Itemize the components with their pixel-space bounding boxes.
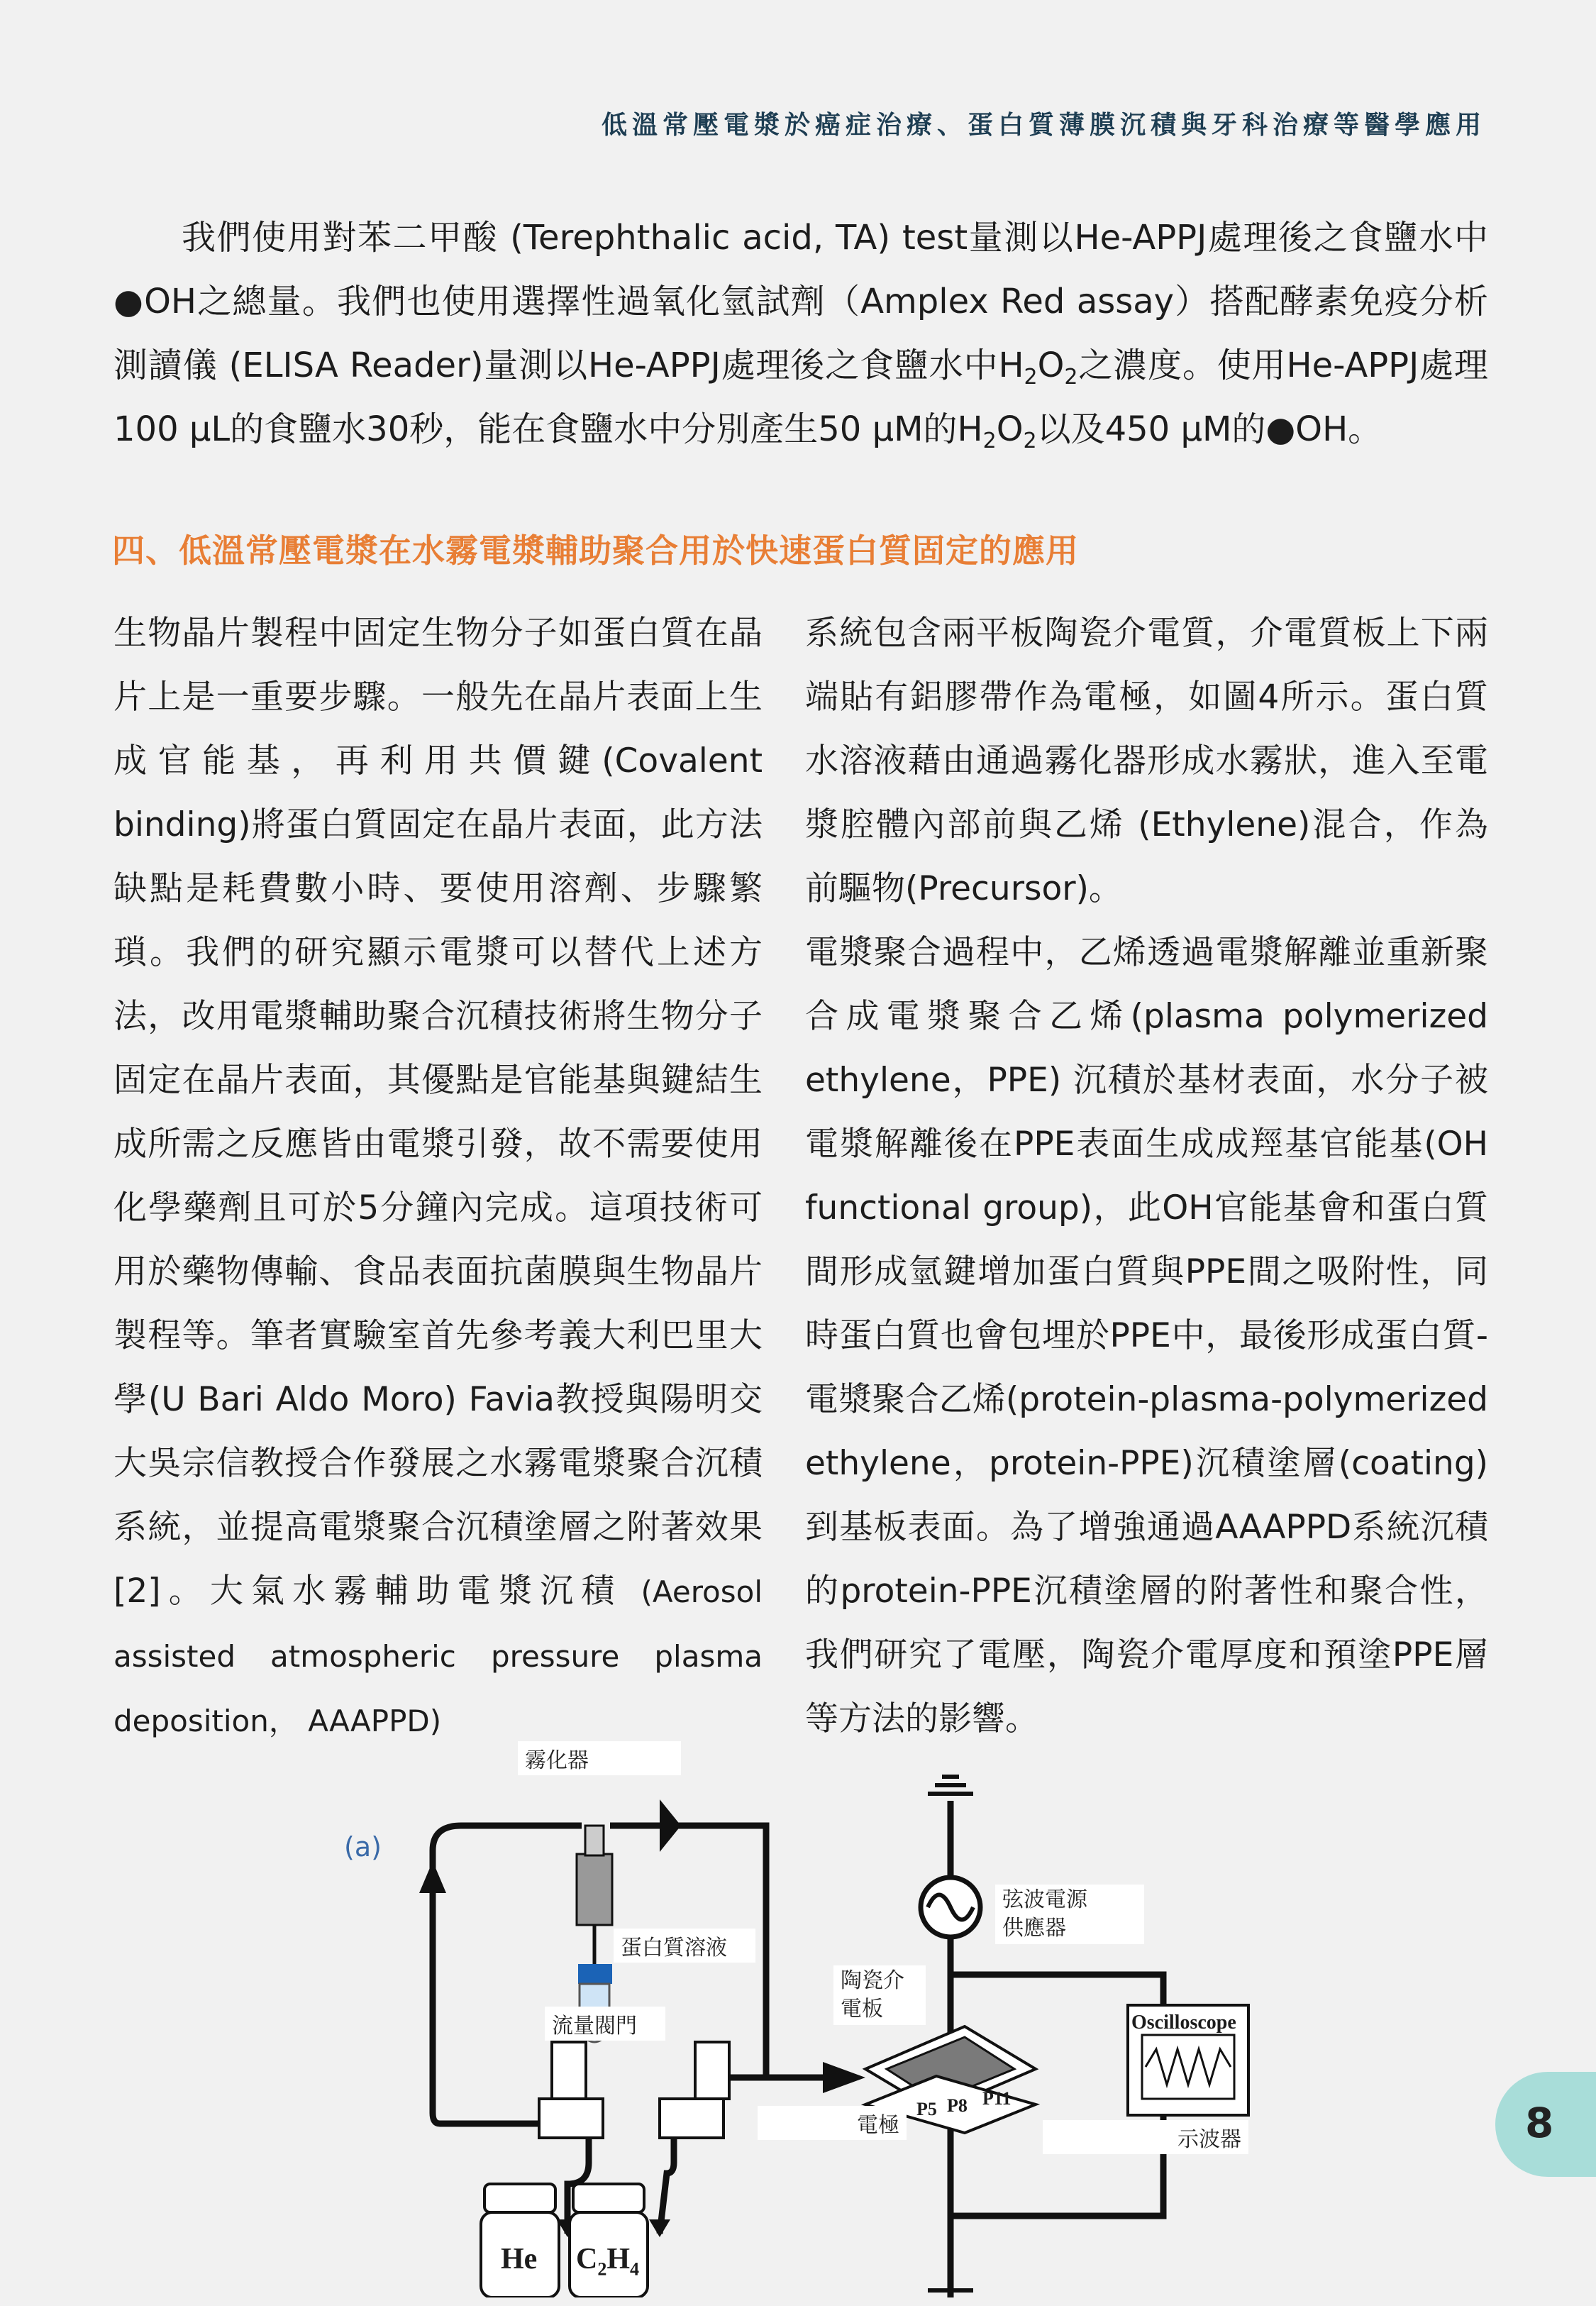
label-oscilloscope-zh: 示波器 <box>1043 2120 1248 2154</box>
label-p8: P8 <box>947 2095 968 2116</box>
running-header: 低溫常壓電漿於癌症治療、蛋白質薄膜沉積與牙科治療等醫學應用 <box>601 110 1486 140</box>
page-number-tab <box>1495 2072 1596 2177</box>
left-column <box>113 602 763 1753</box>
label-gas-he: He <box>501 2243 538 2275</box>
right-paragraph-2: 電漿聚合過程中，乙烯透過電漿解離並重新聚合成電漿聚合乙烯(plasma polymerized ethylene，PPE) 沉積於基材表面，水分子被電漿解離後在PPE表面生成成羥基官能基(OH functional group)，此OH官能基會和蛋白質間形成氫鍵增加蛋白質與PPE間之吸附性，同時蛋白質也會包埋於PPE中，最後形成蛋白質-電漿聚合乙烯(protein-plasma-polymerized ethylene，protein-PPE)沉積塗層(coating)到基板表面。為了增強通過AAAPPD系統沉積的protein-PPE沉積塗層的附著性和聚合性，我們研究了電壓，陶瓷介電厚度和預塗PPE層等方法的影響。 <box>805 933 1488 1738</box>
label-ceramic-plate: 陶瓷介 電板 <box>833 1965 926 2025</box>
label-electrode: 電極 <box>758 2106 907 2140</box>
panel-label: (a) <box>344 1831 382 1863</box>
label-p11: P11 <box>982 2088 1012 2109</box>
label-gas-c2h4: $C_2H_4$ <box>576 2243 640 2280</box>
label-flow-valve: 流量閥門 <box>545 2007 665 2041</box>
section-heading: 四、低溫常壓電漿在水霧電漿輔助聚合用於快速蛋白質固定的應用 <box>112 531 1079 570</box>
intro-paragraph: 我們使用對苯二甲酸 (Terephthalic acid, TA) test量測以He-APPJ處理後之食鹽水中●OH之總量。我們也使用選擇性過氧化氫試劑（Amplex Red assay）搭配酵素免疫分析測讀儀 (ELISA Reader)量測以He-APPJ處理後之食鹽水中$H_2O_2$之濃度。使用He-APPJ處理100 µL的食鹽水30秒，能在食鹽水中分別產生50 µM的$H_2O_2$以及450 µM的●OH。 <box>113 218 1488 453</box>
label-oscilloscope-en: Oscilloscope <box>1131 2012 1236 2034</box>
right-paragraph-1: 系統包含兩平板陶瓷介電質，介電質板上下兩端貼有鋁膠帶作為電極，如圖4所示。蛋白質水溶液藉由通過霧化器形成水霧狀，進入至電漿腔體內部前與乙烯 (Ethylene)混合，作為前驅物(Precursor)。 <box>805 614 1488 908</box>
right-column <box>805 602 1488 1751</box>
page-number: 8 <box>1525 2099 1554 2147</box>
figure-aaappd-system <box>326 1737 1263 2297</box>
schematic-diagram <box>326 1737 1263 2297</box>
left-paragraph: 生物晶片製程中固定生物分子如蛋白質在晶片上是一重要步驟。一般先在晶片表面上生成官能基，再利用共價鍵(Covalent binding)將蛋白質固定在晶片表面，此方法缺點是耗費數小時、要使用溶劑、步驟繁瑣。我們的研究顯示電漿可以替代上述方法，改用電漿輔助聚合沉積技術將生物分子固定在晶片表面，其優點是官能基與鍵結生成所需之反應皆由電漿引發，故不需要使用化學藥劑且可於5分鐘內完成。這項技術可用於藥物傳輸、食品表面抗菌膜與生物晶片製程等。筆者實驗室首先參考義大利巴里大學(U Bari Aldo Moro) Favia教授與陽明交大吳宗信教授合作發展之水霧電漿聚合沉積系統，並提高電漿聚合沉積塗層之附著效果[2]。大氣水霧輔助電漿沉積 (Aerosol assisted atmospheric pressure plasma deposition， AAAPPD) <box>113 614 763 1738</box>
label-p5: P5 <box>916 2099 937 2119</box>
label-sine-power-supply: 弦波電源 供應器 <box>995 1885 1144 1944</box>
label-atomizer: 霧化器 <box>518 1741 681 1775</box>
label-protein-solution: 蛋白質溶液 <box>614 1929 755 1963</box>
